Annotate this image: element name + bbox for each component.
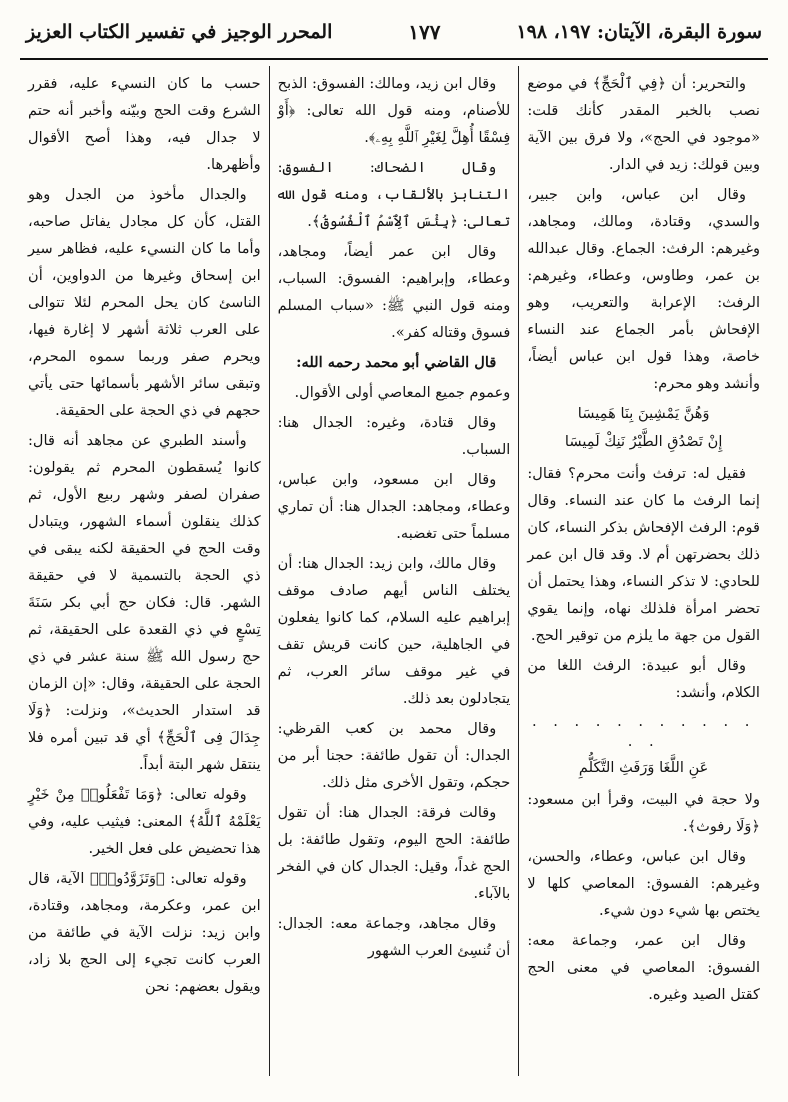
paragraph: وقال ابن عباس، وعطاء، والحسن، وغيرهم: الفسوق: المعاصي كلها لا يختص بها شيء دون شيء. (527, 848, 760, 919)
header-rule (20, 58, 768, 60)
paragraph: وعموم جميع المعاصي أولى الأقوال. (294, 384, 511, 401)
paragraph: وقال ابن عمر أيضاً، ومجاهد، وعطاء، وإبراهيم: الفسوق: السباب، ومنه قول النبي ﷺ: «سباب المسلم فسوق وقتاله كفر». (277, 243, 511, 341)
paragraph: وقال أبو عبيدة: الرفث اللغا من الكلام، وأنشد: (527, 657, 760, 701)
paragraph: فقيل له: ترفث وأنت محرم؟ فقال: إنما الرفث ما كان عند النساء. وقال قوم: الرفث الإفحاش بذكر النساء، كان ذلك بحضرتهن أم لا. وقد قال ابن عمر للحادي: لا تذكر النساء، وهذا يحتمل أن تحضر امرأة فلذلك نهاه، وإنما يقوي القول من جهة ما يلزم من توقير الحج. (527, 465, 760, 644)
text-columns (20, 66, 768, 1076)
paragraph: وقال محمد بن كعب القرظي: الجدال: أن تقول طائفة: حجنا أبر من حجكم، وتقول الأخرى مثل ذلك. (277, 720, 511, 791)
paragraph: وقال الضحاك: الفسوق: التنابز بالألقاب، ومنه قول الله تعالى: ﴿بِئْسَ ٱلِٱسْمُ ٱلْفُسُوقُ﴾. (277, 159, 511, 230)
poem-separator: . . . . . . . . . . . . . (531, 713, 756, 750)
poem-verse (527, 400, 760, 456)
paragraph: وقالت فرقة: الجدال هنا: أن تقول طائفة: الحج اليوم، وتقول طائفة: بل الحج غداً، وقيل: الجدال كان في الفخر بالآباء. (277, 804, 511, 902)
poem-line: وَهُنَّ يَمْشِينَ بِنَا هَمِيسَا (577, 405, 710, 422)
paragraph: والتحرير: أن ﴿فِي ٱلْحَجِّ﴾ في موضع نصب بالخبر المقدر كأنك قلت: «موجود في الحج»، ولا فرق بين الآية وبين قولك: زيد في الدار. (527, 75, 760, 173)
paragraph: وقال ابن عباس، وابن جبير، والسدي، وقتادة، ومالك، ومجاهد، وغيرهم: الرفث: الجماع. وقال عبدالله بن عمر، وطاوس، وعطاء، وغيرهم: الرفث: الإعرابة والتعريب، وهو الإفحاش بأمر الجماع عند النساء خاصة، وهذا قول ابن عباس أيضاً، وأنشد وهو محرم: (527, 186, 760, 392)
paragraph: وقال ابن زيد، ومالك: الفسوق: الذبح للأصنام، ومنه قول الله تعالى: ﴿أَوْ فِسْقًا أُهِلَّ لِغَيْرِ ٱللَّهِ بِهِۦ﴾. (277, 75, 511, 146)
paragraph: وقوله تعالى: ﴿وَمَا تَفْعَلُوا۟ مِنْ خَيْرٍ يَعْلَمْهُ ٱللَّهُ﴾ المعنى: فيثيب عليه، وفي هذا تحضيض على فعل الخير. (27, 786, 261, 857)
paragraph: وقوله تعالى: ﴿وَتَزَوَّدُوا۟﴾ الآية، قال ابن عمر، وعكرمة، ومجاهد، وقتادة، وابن زيد: نزلت الآية في طائفة من العرب كانت تجيء إلى الحج بلا زاد، ويقول بعضهم: نحن (27, 870, 261, 995)
paragraph: وقال ابن مسعود، وابن عباس، وعطاء، ومجاهد: الجدال هنا: أن تماري مسلماً حتى تغضبه. (277, 471, 511, 542)
header-book-title: المحرر الوجيز في تفسير الكتاب العزيز (26, 21, 333, 43)
paragraph: وقال قتادة، وغيره: الجدال هنا: السباب. (277, 414, 511, 458)
poem-line: إِنْ تَصْدُقِ الطَّيْرُ نَنِكْ لَمِيسَا (564, 433, 723, 450)
header-surah-verses: سورة البقرة، الآيتان: ١٩٧، ١٩٨ (516, 21, 762, 43)
paragraph: حسب ما كان النسيء عليه، فقرر الشرع وقت الحج وبيّنه وأخبر أنه حتم لا جدال فيه، وهذا أصح الأقوال وأظهرها. (27, 75, 261, 173)
paragraph: والجدال مأخوذ من الجدل وهو القتل، كأن كل مجادل يفاتل صاحبه، وأما ما كان النسيء عليه، فظاهر سير ابن إسحاق وغيرها من الدواوين، أن الناسئ كان يحل المحرم لئلا تتوالى على العرب ثلاثة أشهر لا إغارة فيها، ويحرم صفر وربما سموه المحرم، وتبقى سائر الأشهر بأسمائها حتى يأتي حجهم في ذي الحجة على الحقيقة. (27, 186, 261, 419)
paragraph: وأسند الطبري عن مجاهد أنه قال: كانوا يُسقطون المحرم ثم يقولون: صفران لصفر وشهر ربيع الأول، ثم كذلك ينقلون أسماء الشهور، ويتبادل وقت الحج في الحقيقة لكنه يبقى في ذي الحجة بالتسمية لا في حقيقة الشهر. قال: فكان حج أبي بكر سَنَةَ تِسْعٍ في ذي القعدة على الحقيقة، ثم حج رسول الله ﷺ سنة عشر في ذي الحجة على الحقيقة، وقال: «إن الزمان قد استدار الحديث»، ونزلت: ﴿وَلَا جِدَالَ فِى ٱلْحَجِّ﴾ أي قد تبين أمره فلا ينتقل شهر البتة أبداً. (27, 432, 261, 773)
poem-line: عَنِ اللَّغَا وَرَفَثِ التَّكَلُّمِ (578, 759, 709, 776)
author-note-heading: قال القاضي أبو محمد رحمه الله: (296, 354, 497, 371)
paragraph: وقال مالك، وابن زيد: الجدال هنا: أن يختلف الناس أيهم صادف موقف إبراهيم عليه السلام، كما كانوا يفعلون في الجاهلية، حين كانت قريش تقف في غير موقف سائر العرب، ثم يتجادلون بعد ذلك. (277, 555, 511, 707)
page-number: ١٧٧ (408, 20, 441, 44)
column-right (519, 66, 768, 1076)
paragraph: وقال مجاهد، وجماعة معه: الجدال: أن تُنسِئ العرب الشهور (277, 915, 511, 959)
running-header (20, 14, 768, 50)
column-left (20, 66, 270, 1076)
paragraph: ولا حجة في البيت، وقرأ ابن مسعود: ﴿وَلَا رفوث﴾. (527, 791, 760, 835)
paragraph: وقال ابن عمر، وجماعة معه: الفسوق: المعاصي في معنى الحج كقتل الصيد وغيره. (527, 932, 760, 1003)
column-middle (270, 66, 520, 1076)
